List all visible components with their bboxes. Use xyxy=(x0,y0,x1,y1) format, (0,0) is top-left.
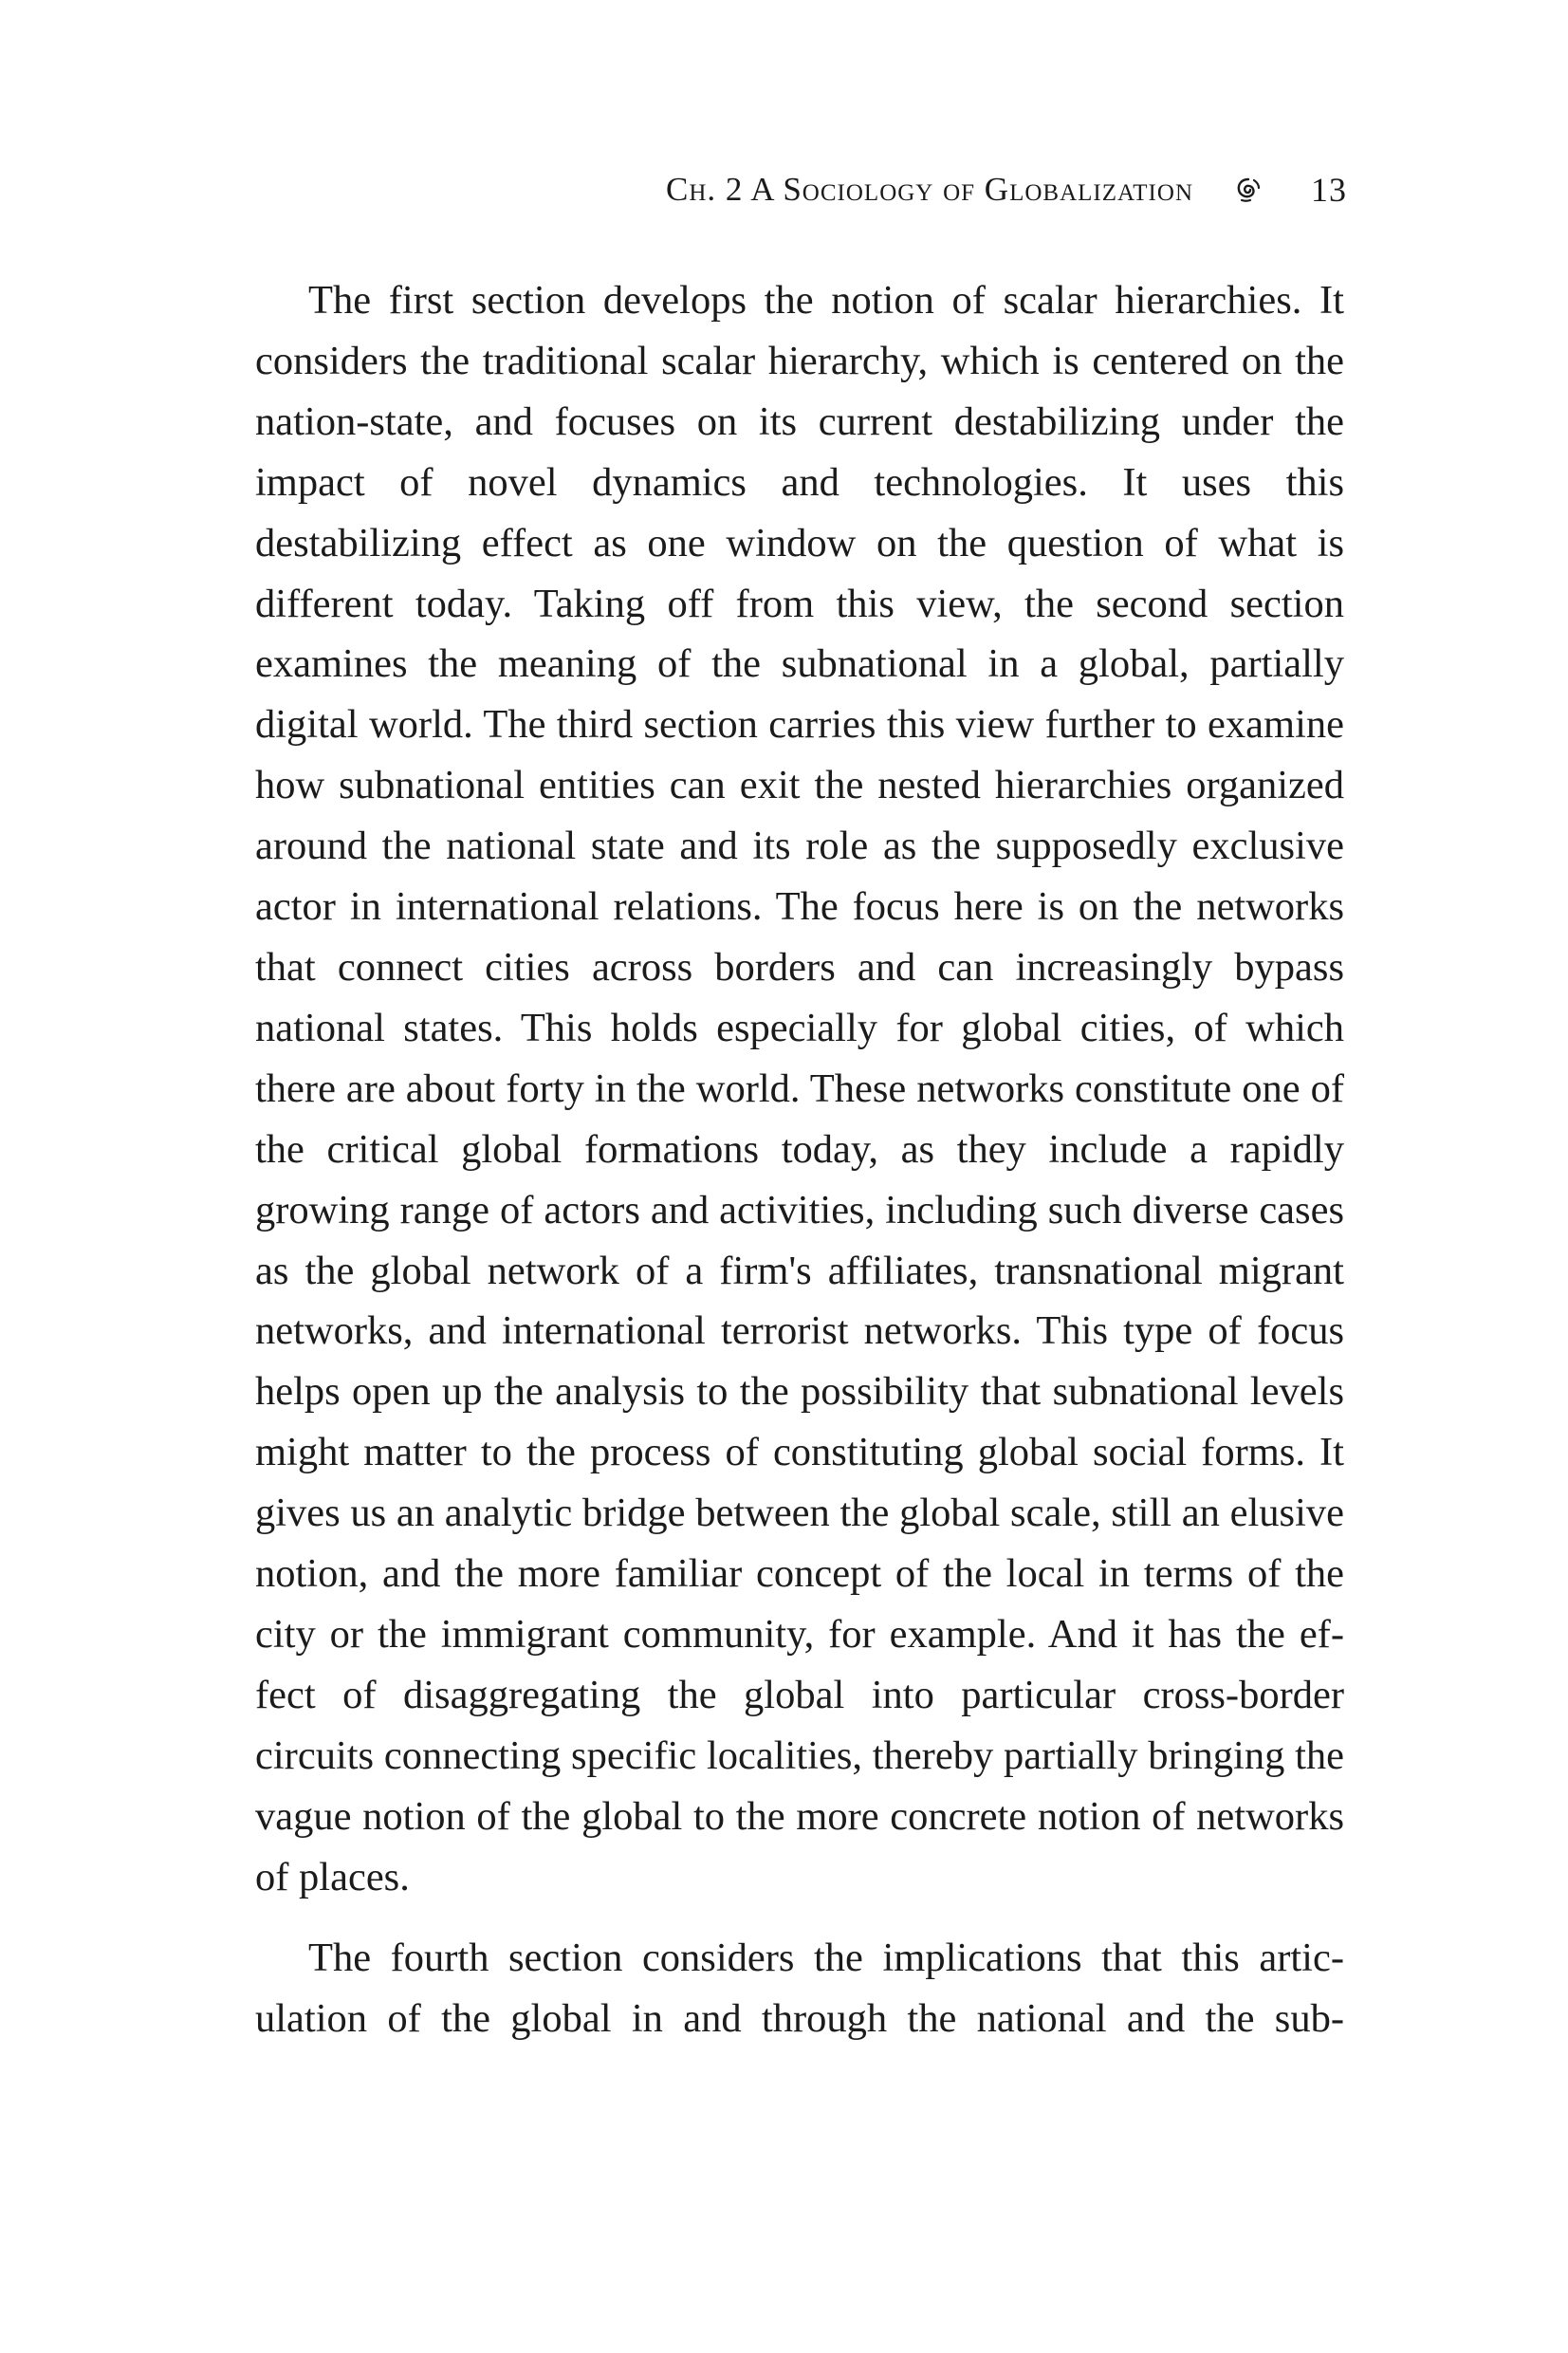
running-head xyxy=(569,161,1347,218)
chapter-title: Ch. 2 A Sociology of Globalization xyxy=(666,171,1193,208)
body-text xyxy=(255,270,1344,2049)
page-number: 13 xyxy=(1311,171,1347,209)
paragraph: The fourth section considers the implications that this articulation of the global in and through the national and the sub- xyxy=(255,1936,1344,2042)
swirl-ornament-icon xyxy=(1233,175,1264,205)
paragraph: The first section develops the notion of scalar hierarchies. It considers the traditional scalar hierarchy, which is centered on the nation-state, and focuses on its current destabilizing under the impact of novel dynamics and technologies. It uses this destabilizing effect as one window on the question of what is different today. Taking off from this view, the second section examines the meaning of the subnational in a global, partially digital world. The third section carries this view further to examine how subnational entities can exit the nested hierarchies organized around the national state and its role as the supposedly exclusive actor in international relations. The focus here is on the networks that connect cities across borders and can increasingly bypass national states. This holds especially for global cities, of which there are about forty in the world. These networks constitute one of the critical global formations today, as they include a rapidly growing range of actors and activities, including such diverse cases as the global network of a firm's affiliates, transnational migrant networks, and international terrorist networks. This type of focus helps open up the analysis to the possibility that subnational levels might matter to the process of constituting global social forms. It gives us an analytic bridge between the global scale, still an elusive notion, and the more familiar concept of the local in terms of the city or the immigrant community, for example. And it has the effect of disaggregating the global into particular cross-border circuits connecting specific localities, thereby partially bringing the vague notion of the global to the more concrete notion of networks of places. xyxy=(255,278,1344,1899)
